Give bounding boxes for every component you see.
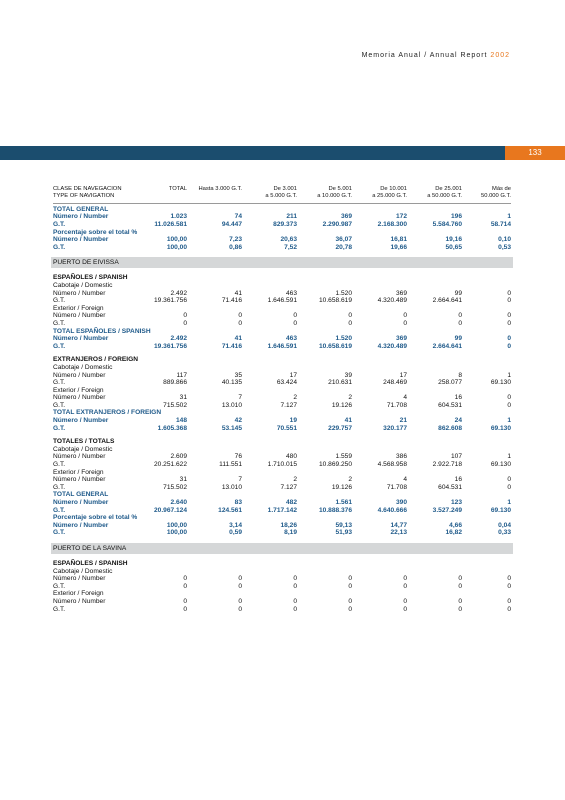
cell-value: 31 bbox=[179, 476, 187, 484]
table-row bbox=[53, 522, 511, 530]
row-label: G.T. bbox=[53, 243, 66, 251]
group-heading: TOTALES / TOTALS bbox=[53, 438, 115, 446]
cell-value: 480 bbox=[285, 453, 297, 461]
cell-value: 1 bbox=[507, 371, 511, 379]
cell-value: 5.584.760 bbox=[432, 221, 462, 228]
cell-value: 0 bbox=[507, 319, 511, 327]
row-label: Número / Number bbox=[53, 417, 109, 425]
cell-value: 0 bbox=[183, 582, 187, 590]
cell-value: 8,19 bbox=[284, 529, 297, 537]
cell-value: 0 bbox=[403, 597, 407, 605]
table-row bbox=[53, 461, 511, 469]
subgroup-label: Exterior / Foreign bbox=[53, 468, 104, 476]
cell-value: 172 bbox=[395, 213, 407, 221]
row-label: G.T. bbox=[53, 483, 66, 491]
cell-value: 1 bbox=[507, 499, 511, 506]
cell-value: 36,07 bbox=[335, 236, 352, 244]
cell-value: 20.967.124 bbox=[153, 506, 187, 514]
cell-value: 14,77 bbox=[390, 521, 407, 529]
cell-value: 19,66 bbox=[390, 243, 407, 251]
cell-value: 0 bbox=[293, 319, 297, 327]
cell-value: 369 bbox=[340, 213, 352, 221]
cell-value: 0 bbox=[403, 575, 407, 583]
cell-value: 69.130 bbox=[490, 506, 511, 514]
table-row bbox=[53, 297, 511, 305]
cell-value: 35 bbox=[234, 371, 242, 379]
cell-value: 124.561 bbox=[218, 506, 242, 514]
cell-value: 50,65 bbox=[445, 243, 462, 251]
row-label: G.T. bbox=[53, 461, 66, 469]
table-row bbox=[53, 312, 511, 320]
cell-value: 83 bbox=[234, 499, 242, 506]
port-heading: PUERTO DE LA SAVINA bbox=[51, 543, 513, 554]
row-label: G.T. bbox=[53, 582, 66, 590]
cell-value: 100,00 bbox=[166, 521, 187, 529]
table-row bbox=[53, 417, 511, 425]
cell-value: 1.559 bbox=[335, 453, 352, 461]
cell-value: 24 bbox=[454, 417, 462, 425]
cell-value: 0 bbox=[348, 575, 352, 583]
cell-value: 0 bbox=[348, 582, 352, 590]
cell-value: 8 bbox=[458, 371, 462, 379]
table-row bbox=[53, 221, 511, 229]
cell-value: 53.145 bbox=[221, 424, 242, 432]
cell-value: 2.290.987 bbox=[322, 221, 352, 228]
cell-value: 210.631 bbox=[328, 379, 352, 387]
cell-value: 4 bbox=[403, 476, 407, 484]
cell-value: 99 bbox=[454, 335, 462, 343]
cell-value: 1.717.142 bbox=[267, 506, 297, 514]
cell-value: 4.568.958 bbox=[377, 461, 407, 469]
cell-value: 71.416 bbox=[221, 342, 242, 350]
cell-value: 0 bbox=[458, 312, 462, 320]
cell-value: 369 bbox=[395, 335, 407, 343]
cell-value: 0 bbox=[183, 575, 187, 583]
cell-value: 715.502 bbox=[163, 483, 187, 491]
table-row bbox=[53, 606, 511, 614]
cell-value: 100,00 bbox=[166, 236, 187, 244]
cell-value: 0 bbox=[507, 476, 511, 484]
cell-value: 71.416 bbox=[221, 297, 242, 305]
cell-value: 2.664.641 bbox=[432, 297, 462, 305]
table-row bbox=[53, 379, 511, 387]
cell-value: 0 bbox=[183, 319, 187, 327]
cell-value: 196 bbox=[450, 213, 462, 221]
cell-value: 248.469 bbox=[383, 379, 407, 387]
cell-value: 2.609 bbox=[170, 453, 187, 461]
cell-value: 22,13 bbox=[390, 529, 407, 537]
table-body bbox=[53, 206, 511, 613]
col-header-total: TOTAL bbox=[168, 186, 187, 192]
cell-value: 16,81 bbox=[390, 236, 407, 244]
cell-value: 0 bbox=[183, 312, 187, 320]
cell-value: 604.531 bbox=[438, 401, 462, 409]
cell-value: 4.640.666 bbox=[377, 506, 407, 514]
subgroup-label: Exterior / Foreign bbox=[53, 386, 104, 394]
table-row bbox=[53, 499, 511, 507]
row-label: G.T. bbox=[53, 424, 66, 432]
table-row bbox=[53, 402, 511, 410]
cell-value: 17 bbox=[399, 371, 407, 379]
cell-value: 889.866 bbox=[163, 379, 187, 387]
cell-value: 16 bbox=[454, 476, 462, 484]
subgroup-label: Exterior / Foreign bbox=[53, 304, 104, 312]
cell-value: 4.320.489 bbox=[377, 297, 407, 305]
cell-value: 0 bbox=[293, 597, 297, 605]
row-label: G.T. bbox=[53, 297, 66, 305]
cell-value: 0 bbox=[458, 575, 462, 583]
cell-value: 111.551 bbox=[219, 461, 242, 469]
row-label: Número / Number bbox=[53, 289, 106, 297]
cell-value: 69.130 bbox=[490, 461, 511, 469]
row-label: G.T. bbox=[53, 529, 66, 537]
cell-value: 3.527.249 bbox=[432, 506, 462, 514]
cell-value: 211 bbox=[286, 213, 297, 221]
cell-value: 0 bbox=[507, 297, 511, 305]
cell-value: 0,53 bbox=[498, 243, 511, 251]
cell-value: 2 bbox=[293, 394, 297, 402]
cell-value: 0 bbox=[507, 483, 511, 491]
cell-value: 0 bbox=[238, 597, 242, 605]
col-header-type: CLASE DE NAVEGACIÓN TYPE OF NAVIGATION bbox=[53, 186, 122, 200]
cell-value: 463 bbox=[285, 289, 297, 297]
cell-value: 829.373 bbox=[273, 221, 297, 228]
subgroup-label: Cabotaje / Domestic bbox=[53, 363, 113, 371]
cell-value: 1 bbox=[507, 417, 511, 425]
cell-value: 20,78 bbox=[335, 243, 352, 251]
cell-value: 0 bbox=[293, 605, 297, 613]
cell-value: 0 bbox=[293, 582, 297, 590]
cell-value: 16 bbox=[454, 394, 462, 402]
cell-value: 40.135 bbox=[221, 379, 242, 387]
cell-value: 0 bbox=[293, 575, 297, 583]
row-label: Número / Number bbox=[53, 371, 106, 379]
section-heading: TOTAL GENERAL bbox=[53, 205, 109, 213]
table-row bbox=[53, 290, 511, 298]
cell-value: 0 bbox=[183, 597, 187, 605]
report-title: Memoria Anual / Annual Report bbox=[361, 52, 488, 59]
cell-value: 0 bbox=[348, 605, 352, 613]
cell-value: 13.010 bbox=[221, 483, 242, 491]
table-row bbox=[53, 213, 511, 221]
cell-value: 0 bbox=[507, 575, 511, 583]
group-heading: ESPAÑOLES / SPANISH bbox=[53, 559, 128, 567]
cell-value: 0,10 bbox=[498, 236, 511, 244]
col-header-25001-50000: De 25.001 a 50.000 G.T. bbox=[427, 186, 462, 200]
cell-value: 17 bbox=[289, 371, 297, 379]
cell-value: 1.646.591 bbox=[267, 297, 297, 305]
cell-value: 7 bbox=[238, 476, 242, 484]
cell-value: 31 bbox=[179, 394, 187, 402]
cell-value: 10.658.619 bbox=[318, 297, 352, 305]
row-label: Número / Number bbox=[53, 213, 109, 221]
cell-value: 862.608 bbox=[438, 424, 462, 432]
cell-value: 0,04 bbox=[498, 521, 511, 529]
cell-value: 7,52 bbox=[284, 243, 297, 251]
cell-value: 1.561 bbox=[335, 499, 352, 506]
cell-value: 41 bbox=[234, 289, 242, 297]
table-row bbox=[53, 575, 511, 583]
cell-value: 0 bbox=[507, 401, 511, 409]
cell-value: 70.551 bbox=[276, 424, 297, 432]
cell-value: 3,14 bbox=[229, 521, 242, 529]
group-heading: EXTRANJEROS / FOREIGN bbox=[53, 356, 138, 364]
table-row bbox=[53, 372, 511, 380]
table-row bbox=[53, 583, 511, 591]
cell-value: 107 bbox=[450, 453, 462, 461]
subgroup-label: Cabotaje / Domestic bbox=[53, 281, 113, 289]
cell-value: 2.492 bbox=[170, 335, 187, 343]
header-divider bbox=[53, 203, 511, 204]
cell-value: 0 bbox=[348, 597, 352, 605]
cell-value: 229.757 bbox=[328, 424, 352, 432]
col-header-10001-25000: De 10.001 a 25.000 G.T. bbox=[372, 186, 407, 200]
cell-value: 16,82 bbox=[445, 529, 462, 537]
cell-value: 0 bbox=[403, 312, 407, 320]
cell-value: 0 bbox=[458, 319, 462, 327]
row-label: G.T. bbox=[53, 506, 66, 514]
table-row bbox=[53, 343, 511, 351]
cell-value: 69.130 bbox=[490, 424, 511, 432]
subgroup-label: Cabotaje / Domestic bbox=[53, 445, 113, 453]
table-row bbox=[53, 335, 511, 343]
cell-value: 2 bbox=[348, 394, 352, 402]
section-heading: TOTAL EXTRANJEROS / FOREIGN bbox=[53, 409, 162, 417]
table-row bbox=[53, 598, 511, 606]
row-label: G.T. bbox=[53, 401, 66, 409]
cell-value: 71.708 bbox=[386, 483, 407, 491]
table-row bbox=[53, 394, 511, 402]
row-label: Número / Number bbox=[53, 312, 106, 320]
cell-value: 320.177 bbox=[383, 424, 407, 432]
cell-value: 0 bbox=[507, 582, 511, 590]
subgroup-label: Exterior / Foreign bbox=[53, 590, 104, 598]
cell-value: 4.320.489 bbox=[377, 342, 407, 350]
cell-value: 0 bbox=[458, 605, 462, 613]
col-header-5001-10000: De 5.001 a 10.000 G.T. bbox=[317, 186, 352, 200]
cell-value: 0 bbox=[403, 605, 407, 613]
cell-value: 10.888.376 bbox=[318, 506, 352, 514]
cell-value: 0 bbox=[238, 605, 242, 613]
statistics-table bbox=[53, 186, 511, 613]
table-header bbox=[53, 186, 511, 201]
cell-value: 19.126 bbox=[331, 401, 352, 409]
cell-value: 0 bbox=[507, 342, 511, 350]
cell-value: 463 bbox=[285, 335, 297, 343]
cell-value: 0 bbox=[238, 582, 242, 590]
cell-value: 0,59 bbox=[229, 529, 242, 537]
report-year: 2002 bbox=[490, 52, 510, 59]
cell-value: 258.077 bbox=[438, 379, 462, 387]
table-row bbox=[53, 529, 511, 537]
cell-value: 482 bbox=[285, 499, 297, 506]
cell-value: 0 bbox=[403, 582, 407, 590]
col-header-3001-5000: De 3.001 a 5.000 G.T. bbox=[265, 186, 297, 200]
cell-value: 1.605.368 bbox=[157, 424, 187, 432]
section-heading: TOTAL GENERAL bbox=[53, 491, 109, 499]
row-label: Número / Number bbox=[53, 236, 109, 244]
cell-value: 386 bbox=[395, 453, 407, 461]
table-row bbox=[53, 244, 511, 252]
cell-value: 0 bbox=[507, 394, 511, 402]
cell-value: 1.023 bbox=[170, 213, 187, 221]
row-label: Número / Number bbox=[53, 499, 109, 506]
cell-value: 19.361.756 bbox=[153, 342, 187, 350]
cell-value: 117 bbox=[176, 371, 187, 379]
cell-value: 19 bbox=[289, 417, 297, 425]
cell-value: 369 bbox=[395, 289, 407, 297]
row-label: Número / Number bbox=[53, 476, 106, 484]
cell-value: 0 bbox=[403, 319, 407, 327]
cell-value: 10.869.250 bbox=[318, 461, 352, 469]
cell-value: 123 bbox=[450, 499, 462, 506]
table-row bbox=[53, 236, 511, 244]
cell-value: 2.492 bbox=[170, 289, 187, 297]
cell-value: 7,23 bbox=[229, 236, 242, 244]
table-row bbox=[53, 507, 511, 515]
cell-value: 1 bbox=[507, 213, 511, 221]
cell-value: 0 bbox=[507, 312, 511, 320]
cell-value: 0,33 bbox=[498, 529, 511, 537]
cell-value: 7 bbox=[238, 394, 242, 402]
cell-value: 2.640 bbox=[170, 499, 187, 506]
cell-value: 18,26 bbox=[280, 521, 297, 529]
cell-value: 20,63 bbox=[280, 236, 297, 244]
cell-value: 0 bbox=[507, 335, 511, 343]
cell-value: 19.361.756 bbox=[153, 297, 187, 305]
cell-value: 4,66 bbox=[449, 521, 462, 529]
cell-value: 74 bbox=[234, 213, 242, 221]
cell-value: 41 bbox=[344, 417, 352, 425]
cell-value: 20.251.622 bbox=[153, 461, 187, 469]
col-header-upto-3000: Hasta 3.000 G.T. bbox=[198, 186, 242, 192]
cell-value: 4 bbox=[403, 394, 407, 402]
cell-value: 0 bbox=[238, 575, 242, 583]
cell-value: 99 bbox=[454, 289, 462, 297]
report-header bbox=[362, 52, 510, 59]
cell-value: 1.710.015 bbox=[267, 461, 297, 469]
cell-value: 0 bbox=[348, 319, 352, 327]
cell-value: 0 bbox=[458, 597, 462, 605]
row-label: G.T. bbox=[53, 319, 66, 327]
row-label: G.T. bbox=[53, 379, 66, 387]
table-row bbox=[53, 476, 511, 484]
cell-value: 604.531 bbox=[438, 483, 462, 491]
cell-value: 11.026.581 bbox=[154, 221, 187, 228]
row-label: Número / Number bbox=[53, 575, 106, 583]
row-label: G.T. bbox=[53, 221, 66, 228]
section-heading: Porcentaje sobre el total % bbox=[53, 514, 138, 522]
cell-value: 0 bbox=[458, 582, 462, 590]
cell-value: 2.922.718 bbox=[432, 461, 462, 469]
table-row bbox=[53, 425, 511, 433]
table-row bbox=[53, 484, 511, 492]
cell-value: 0 bbox=[293, 312, 297, 320]
row-label: Número / Number bbox=[53, 394, 106, 402]
cell-value: 10.658.619 bbox=[318, 342, 352, 350]
row-label: G.T. bbox=[53, 605, 66, 613]
col-header-over-50000: Más de 50.000 G.T. bbox=[481, 186, 511, 200]
row-label: Número / Number bbox=[53, 521, 109, 529]
cell-value: 59,13 bbox=[335, 521, 352, 529]
cell-value: 390 bbox=[395, 499, 407, 506]
cell-value: 0 bbox=[348, 312, 352, 320]
port-heading: PUERTO DE EIVISSA bbox=[51, 257, 513, 268]
cell-value: 1 bbox=[507, 453, 511, 461]
section-heading: Porcentaje sobre el total % bbox=[53, 228, 138, 236]
cell-value: 0,86 bbox=[229, 243, 242, 251]
cell-value: 13.010 bbox=[221, 401, 242, 409]
cell-value: 0 bbox=[507, 597, 511, 605]
cell-value: 7.127 bbox=[280, 401, 297, 409]
header-band bbox=[0, 146, 505, 160]
cell-value: 2 bbox=[293, 476, 297, 484]
cell-value: 51,93 bbox=[335, 529, 352, 537]
cell-value: 69.130 bbox=[490, 379, 511, 387]
cell-value: 39 bbox=[344, 371, 352, 379]
cell-value: 63.424 bbox=[276, 379, 297, 387]
cell-value: 0 bbox=[238, 312, 242, 320]
cell-value: 41 bbox=[234, 335, 242, 343]
row-label: G.T. bbox=[53, 342, 66, 350]
cell-value: 7.127 bbox=[280, 483, 297, 491]
cell-value: 148 bbox=[175, 417, 187, 425]
cell-value: 58.714 bbox=[490, 221, 511, 228]
cell-value: 0 bbox=[238, 319, 242, 327]
row-label: Número / Number bbox=[53, 597, 106, 605]
cell-value: 2.168.300 bbox=[377, 221, 407, 228]
row-label: Número / Number bbox=[53, 335, 109, 343]
group-heading: ESPAÑOLES / SPANISH bbox=[53, 274, 128, 282]
cell-value: 715.502 bbox=[163, 401, 187, 409]
cell-value: 2 bbox=[348, 476, 352, 484]
cell-value: 94.447 bbox=[221, 221, 242, 228]
table-row bbox=[53, 320, 511, 328]
row-label: Número / Number bbox=[53, 453, 106, 461]
subgroup-label: Cabotaje / Domestic bbox=[53, 567, 113, 575]
cell-value: 21 bbox=[399, 417, 407, 425]
cell-value: 76 bbox=[234, 453, 242, 461]
table-row bbox=[53, 453, 511, 461]
cell-value: 100,00 bbox=[166, 243, 187, 251]
page-number: 133 bbox=[505, 146, 565, 160]
cell-value: 100,00 bbox=[166, 529, 187, 537]
cell-value: 71.708 bbox=[386, 401, 407, 409]
cell-value: 1.520 bbox=[335, 335, 352, 343]
cell-value: 42 bbox=[234, 417, 242, 425]
cell-value: 0 bbox=[507, 289, 511, 297]
cell-value: 1.520 bbox=[335, 289, 352, 297]
cell-value: 0 bbox=[183, 605, 187, 613]
cell-value: 1.646.591 bbox=[267, 342, 297, 350]
cell-value: 0 bbox=[507, 605, 511, 613]
cell-value: 19,16 bbox=[445, 236, 462, 244]
section-heading: TOTAL ESPAÑOLES / SPANISH bbox=[53, 327, 151, 335]
cell-value: 19.126 bbox=[331, 483, 352, 491]
cell-value: 2.664.641 bbox=[432, 342, 462, 350]
